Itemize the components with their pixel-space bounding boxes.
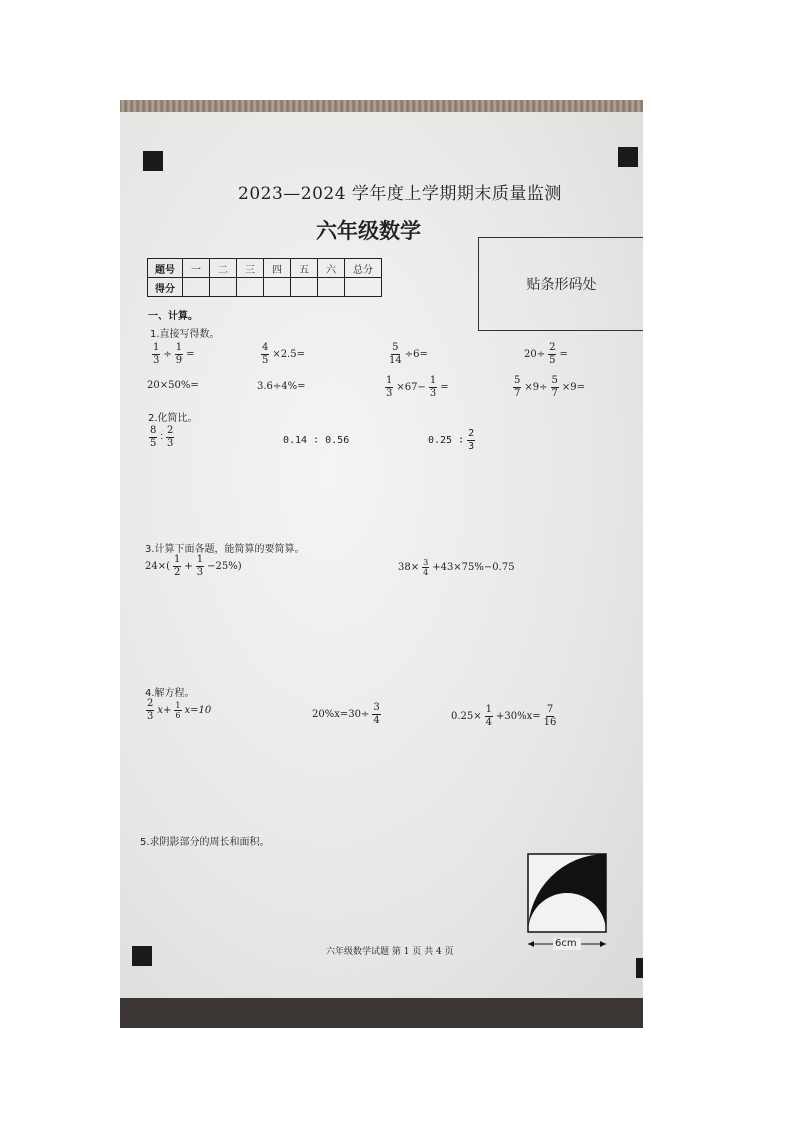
score-cell [345, 278, 382, 297]
score-cell-header: 五 [291, 259, 318, 278]
score-cell-header: 三 [237, 259, 264, 278]
table-surface [120, 998, 643, 1028]
problem-4a: $\frac{2}{3}$ x+ $\frac{1}{6}$ x=10 [147, 698, 212, 722]
exam-paper [120, 112, 643, 1007]
photo-background [120, 100, 643, 1028]
question-title: 5.求阴影部分的周长和面积。 [140, 837, 270, 848]
problem-1a: $\frac{1}{3}$ ÷ $\frac{1}{9}$ = [153, 342, 195, 366]
score-cell-header: 总分 [345, 259, 382, 278]
score-cell [264, 278, 291, 297]
score-row-label: 得分 [148, 278, 183, 297]
score-table [147, 258, 382, 297]
score-cell-header: 六 [318, 259, 345, 278]
problem-2b: 0.14 ∶ 0.56 [283, 435, 350, 446]
score-table-header-row [148, 259, 382, 278]
problem-2c: 0.25 ∶ $\frac{2}{3}$ [428, 428, 475, 452]
corner-marker-bottom-left [132, 946, 152, 966]
corner-marker-top-right [618, 147, 638, 167]
problem-1g: $\frac{1}{3}$ ×67− $\frac{1}{3}$ = [386, 375, 449, 399]
problem-1e: 20×50%= [147, 380, 199, 391]
problem-1f: 3.6÷4%= [257, 381, 306, 392]
problem-3b: 38× $\frac{3}{4}$ +43×75%−0.75 [398, 558, 515, 577]
score-cell [318, 278, 345, 297]
problem-1b: $\frac{4}{5}$ ×2.5= [262, 342, 306, 366]
shaded-figure [525, 852, 610, 954]
exam-subtitle: 六年级数学 [316, 219, 421, 243]
problem-1c: $\frac{5}{14}$ ÷6= [389, 342, 428, 366]
problem-4b: 20%x=30÷ $\frac{3}{4}$ [312, 702, 380, 726]
barcode-label: 贴条形码处 [526, 277, 597, 293]
corner-marker-bottom-right [636, 958, 643, 978]
problem-3a: 24×( $\frac{1}{2}$ + $\frac{1}{3}$ −25%) [145, 554, 242, 578]
page-footer: 六年级数学试题 第 1 页 共 4 页 [326, 947, 454, 957]
problem-1d: 20÷ $\frac{2}{5}$ = [524, 342, 568, 366]
question-title: 4.解方程。 [145, 688, 195, 699]
score-cell-header: 四 [264, 259, 291, 278]
dimension-label: 6cm [555, 938, 577, 949]
problem-2a: $\frac{8}{5}$ ∶ $\frac{2}{3}$ [150, 425, 174, 449]
score-cell-header: 题号 [148, 259, 183, 278]
barcode-box [478, 237, 643, 331]
corner-marker-top-left [143, 151, 163, 171]
score-cell [237, 278, 264, 297]
score-table-score-row [148, 278, 382, 297]
question-title: 2.化简比。 [148, 413, 198, 424]
score-cell [183, 278, 210, 297]
score-cell-header: 一 [183, 259, 210, 278]
score-cell [291, 278, 318, 297]
problem-1h: $\frac{5}{7}$ ×9÷ $\frac{5}{7}$ ×9= [514, 375, 585, 399]
question-title: 1.直接写得数。 [150, 329, 220, 340]
question-title: 3.计算下面各题，能简算的要简算。 [145, 544, 305, 555]
exam-title: 2023—2024 学年度上学期期末质量监测 [238, 184, 562, 204]
score-cell [210, 278, 237, 297]
section-title: 一、计算。 [148, 311, 198, 322]
score-cell-header: 二 [210, 259, 237, 278]
problem-4c: 0.25× $\frac{1}{4}$ +30%x= $\frac{7}{16}$ [451, 704, 557, 728]
